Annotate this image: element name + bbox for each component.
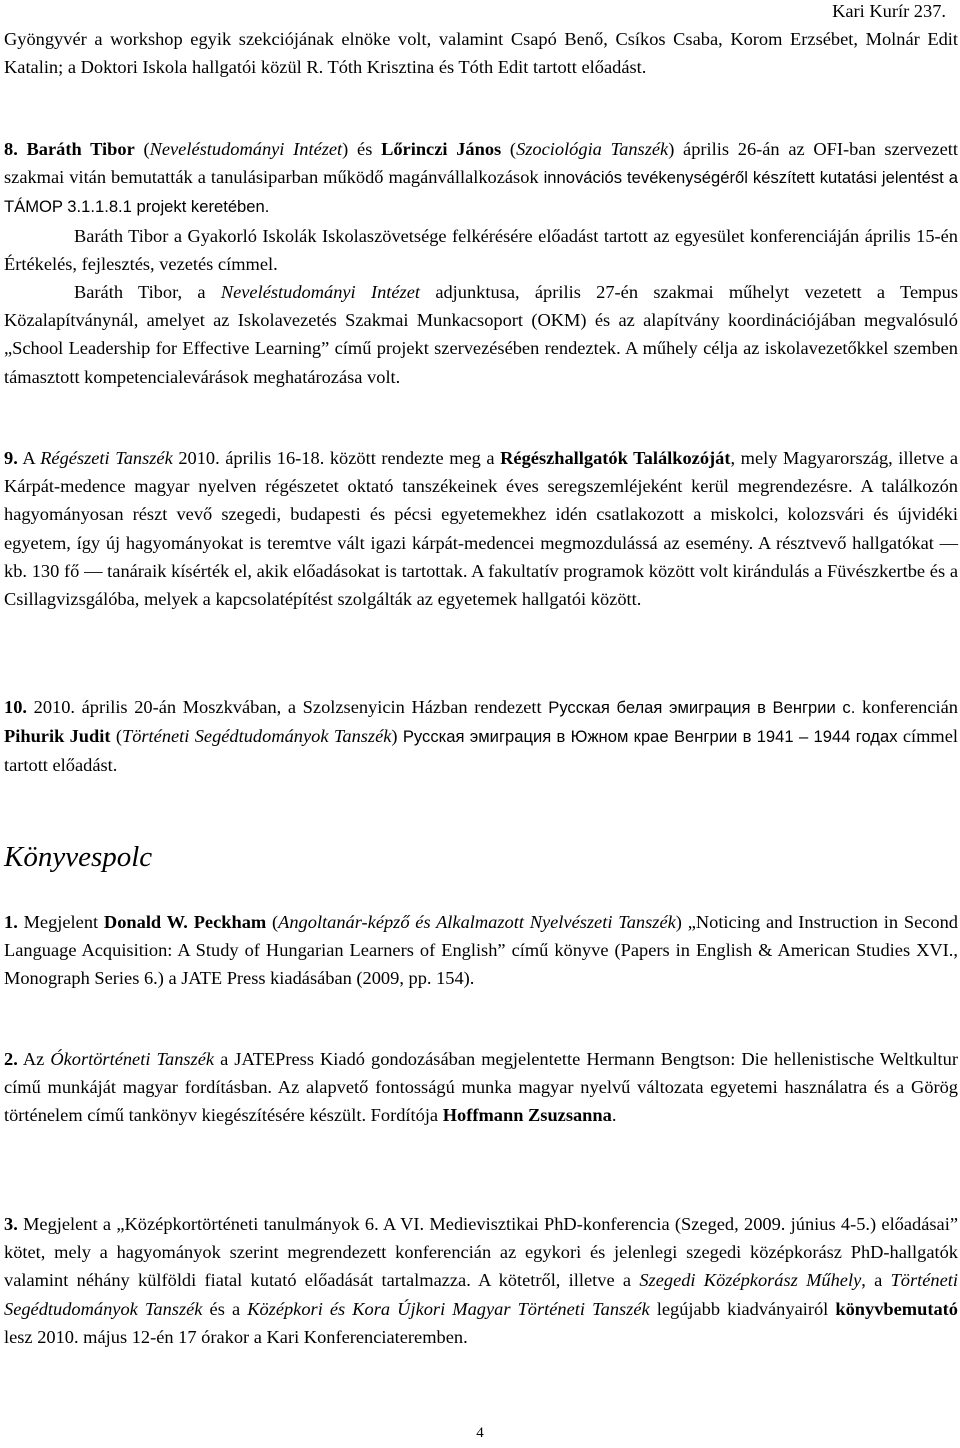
book2-text-c: . xyxy=(611,1105,617,1126)
news-item-8 xyxy=(4,135,958,391)
item8-paragraph-1: 8. Baráth Tibor (Neveléstudományi Intézet) és Lőrinczi János (Szociológia Tanszék) április 26-án az OFI-ban szervezett szakmai vitán bemutatták a tanulásiparban működő magánvállalkozások innovációs tevékenységéről készített kutatási jelentést a TÁMOP 3.1.1.8.1 projekt keretében. xyxy=(4,139,958,217)
item9-text-a: A xyxy=(22,448,35,468)
item8-p3-text-b: adjunktusa, április 27-én szakmai műhelyt vezetett a Tempus Közalapítványnál, amelyet az Iskolavezetés Szakmai Munkacsoport (OKM) és az alapítvány koordinációjában megvalósuló „School Leadership for Effective Learning” című projekt szervezésében rendeztek. A műhely célja az iskolavezetőkkel szemben támasztott kompetencialevárások meghatározása volt. xyxy=(4,282,959,387)
item8-p3-institute: Neveléstudományi Intézet xyxy=(220,282,420,303)
book3-text-b: , a xyxy=(861,1270,883,1291)
item9-text-b: 2010. április 16-18. között rendezte meg a xyxy=(178,448,495,468)
book2-institute: Ókortörténeti Tanszék xyxy=(50,1049,215,1069)
item9-institute: Régészeti Tanszék xyxy=(40,448,173,468)
book3-book-launch: könyvbemutató xyxy=(835,1298,958,1319)
item8-text-sans: innovációs tevékenységéről készített kutatási jelentést a TÁMOP 3.1.1.8.1 projekt keretében. xyxy=(4,168,958,217)
book3-text-e: lesz 2010. május 12-én 17 órakor a Kari Konferenciateremben. xyxy=(4,1326,468,1347)
book1-institute: Angoltanár-képző és Alkalmazott Nyelvészeti Tanszék xyxy=(278,912,676,932)
book1-text-a: Megjelent xyxy=(23,912,99,932)
item10-russian-title-1: Русская белая эмиграция в Венгрии с. xyxy=(548,698,856,717)
book-item-1 xyxy=(4,908,958,993)
item8-paragraph-2: Baráth Tibor a Gyakorló Iskolák Iskolaszövetsége felkérésére előadást tartott az egyesület konferenciáján április 15-én Értékelés, fejlesztés, vezetés címmel. xyxy=(4,225,958,274)
book3-text-d: legújabb kiadványairól xyxy=(656,1298,829,1319)
item8-conjunction: és xyxy=(357,139,373,159)
book3-paragraph xyxy=(4,1210,958,1351)
book2-text-b: a JATEPress Kiadó gondozásában megjelentette Hermann Bengtson: Die hellenistische Weltkultur című munkáját magyar fordításban. Az alapvető fontosságú munka magyar nyelvű változata egyetemi használatra és a Görög történelem című tankönyv kiegészítésére készült. Fordítója xyxy=(4,1049,958,1126)
item10-text-a: 2010. április 20-án Moszkvában, a Szolzsenyicin Házban rendezett xyxy=(33,697,542,717)
book3-text-a: Megjelent a „Középkortörténeti tanulmányok 6. A VI. Medievisztikai PhD-konferencia (Szeged, 2009. június 4-5.) előadásai” kötet, mely a hagyományok szerint megrendezett konferencián az egykori és jelenlegi szegedi középkorász PhD-hallgatók valamint néhány külföldi fiatal kutató előadását tartalmazza. A kötetről, illetve a xyxy=(4,1214,958,1291)
item10-institute: Történeti Segédtudományok Tanszék xyxy=(121,726,392,747)
section-title: Könyvespolc xyxy=(4,841,153,873)
book1-author-first: Donald W. xyxy=(103,912,188,932)
item8-person-2: Lőrinczi János xyxy=(381,139,502,159)
news-item-9 xyxy=(4,444,958,613)
book1-text-b: „Noticing and Instruction in Second Language Acquisition: A Study of Hungarian Learners of English” című könyve (Papers in English & American Studies XVI., Monograph Series 6.) a JATE Press kiadásában (2009, pp. 154). xyxy=(4,912,958,989)
book3-institute-2: Történeti Segédtudományok Tanszék xyxy=(4,1270,958,1319)
item8-person-1: Baráth Tibor xyxy=(26,139,135,159)
item8-institute-1: Neveléstudományi Intézet xyxy=(149,139,343,159)
book1-paragraph: 1. Megjelent Donald W. Peckham (Angoltanár-képző és Alkalmazott Nyelvészeti Tanszék) „Noticing and Instruction in Second Language Acquisition: A Study of Hungarian Learners of English” című könyve (Papers in English & American Studies XVI., Monograph Series 6.) a JATE Press kiadásában (2009, pp. 154). xyxy=(4,912,958,989)
item10-text-b: konferencián xyxy=(861,697,958,717)
item9-text-c: , mely Magyarország, illetve a Kárpát-medence magyar nyelven régészetet oktató tanszékeinek éves seregszemléjeként kerül megrendezésre. A találkozón hagyományosan részt vevő szegedi, budapesti és pécsi egyetemekhez idén csatlakozott a miskolci, kolozsvári és újvidéki egyetem, így új hagyományokat is teremtve vált igazi kárpát-medencei megmozdulássá az esemény. A résztvevő hallgatókat — kb. 130 fő — tanáraik kísérték el, akik előadásokat is tartottak. A fakultatív programok között volt kirándulás a Füvészkertbe és a Csillagvizsgálóba, melyek a kapcsolatépítést szolgálták az egyetemek hallgatói között. xyxy=(4,448,958,610)
book1-number: 1. xyxy=(4,912,18,932)
intro-text: Gyöngyvér a workshop egyik szekciójának elnöke volt, valamint Csapó Benő, Csíkos Csaba, Korom Erzsébet, Molnár Edit Katalin; a Doktori Iskola hallgatói közül R. Tóth Krisztina és Tóth Edit tartott előadást. xyxy=(4,29,958,78)
item9-paragraph xyxy=(4,444,958,613)
item8-institute-2: Szociológia Tanszék xyxy=(516,139,669,159)
item9-event: Régészhallgatók Találkozóját xyxy=(500,448,731,468)
book2-paragraph xyxy=(4,1045,958,1130)
running-header: Kari Kurír 237. xyxy=(832,1,946,21)
book2-text-a: Az xyxy=(22,1049,45,1069)
intro-paragraph xyxy=(4,25,958,81)
item10-text-c: címmel tartott előadást. xyxy=(4,726,958,776)
book3-institute-1: Szegedi Középkorász Műhely xyxy=(639,1270,862,1291)
book-item-2 xyxy=(4,1045,958,1130)
news-item-10 xyxy=(4,693,958,780)
item10-paragraph: 10. 2010. április 20-án Moszkvában, a Szolzsenyicin Házban rendezett Русская белая эмиграция в Венгрии с. konferencián Pihurik Judit (Történeti Segédtudományok Tanszék) Русская эмиграция в Южном крае Венгрии в 1941 – 1944 годах címmel tartott előadást. xyxy=(4,697,958,776)
item8-number: 8. xyxy=(4,139,18,159)
book3-number: 3. xyxy=(4,1214,18,1234)
book1-author-last: Peckham xyxy=(193,912,267,932)
book-item-3 xyxy=(4,1210,958,1351)
item10-number: 10. xyxy=(4,697,27,717)
book3-text-c: és a xyxy=(209,1298,241,1319)
book3-institute-3: Középkori és Kora Újkori Magyar Történeti Tanszék xyxy=(247,1298,650,1319)
book2-translator: Hoffmann Zsuzsanna xyxy=(442,1105,612,1126)
page-number: 4 xyxy=(476,1425,484,1441)
item10-russian-title-2: Русская эмиграция в Южном крае Венгрии в 1941 – 1944 годах xyxy=(402,727,898,747)
item8-text-serif: április 26-án az OFI-ban szervezett szakmai vitán bemutatták a tanulásiparban működő magánvállalkozások xyxy=(4,139,958,188)
item8-p3-text-a: Baráth Tibor, a xyxy=(74,282,206,303)
item8-paragraph-3 xyxy=(4,278,958,391)
book2-number: 2. xyxy=(4,1049,18,1069)
item10-person: Pihurik Judit xyxy=(4,726,111,747)
item9-number: 9. xyxy=(4,448,18,468)
